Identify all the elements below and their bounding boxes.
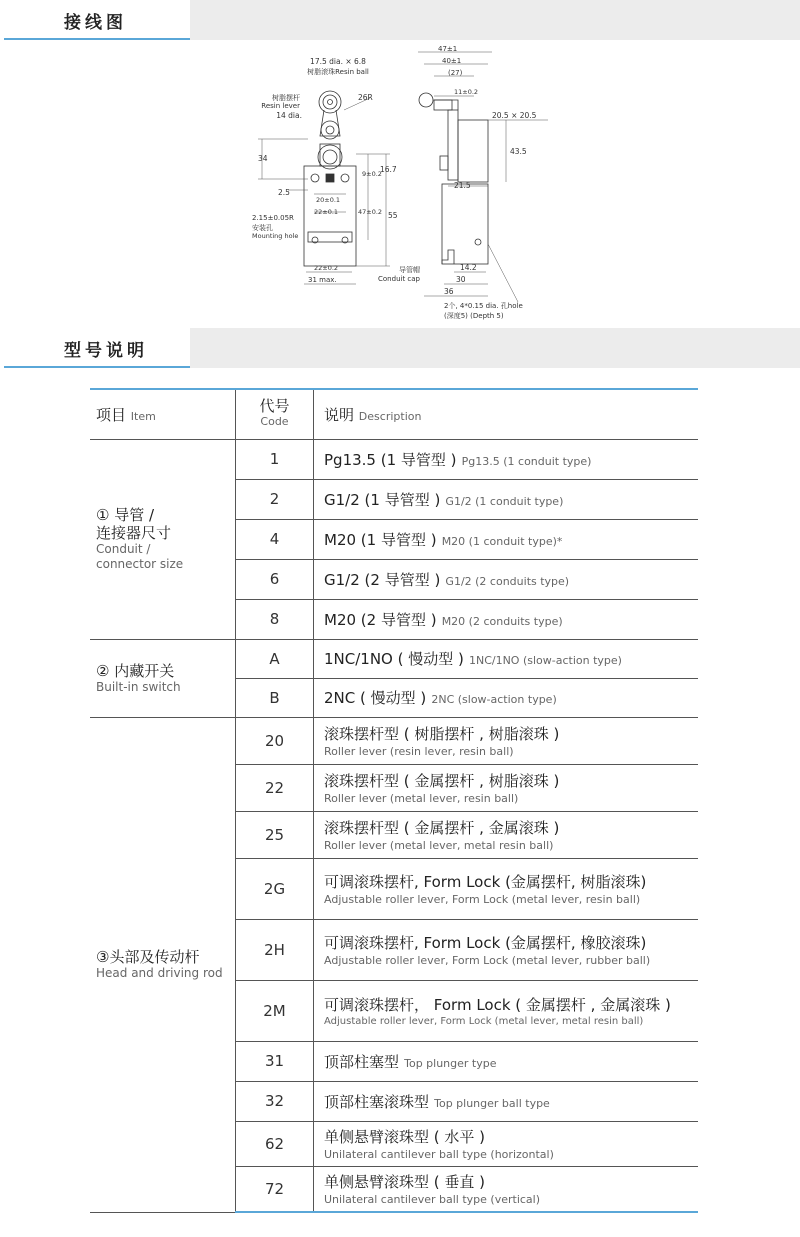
section-header-model [0,328,800,368]
section-title: 型号说明 [64,341,148,361]
table-row [90,639,698,678]
table-row [90,717,698,764]
code-cell: 2M [236,980,314,1041]
code-cell: 62 [236,1121,314,1166]
dim-s30: 30 [456,275,466,284]
dim-47: 47±0.2 [358,208,383,216]
code-cell: A [236,639,314,678]
code-cell: 32 [236,1081,314,1121]
desc-cell: 单侧悬臂滚珠型 ( 水平 ) Unilateral cantilever ball type (horizontal) [314,1121,699,1166]
label-hole-zh: 安装孔 [252,224,273,232]
dim-20: 20±0.1 [316,196,341,204]
dim-s47: 47±1 [438,45,458,53]
dim-s36: 36 [444,287,454,296]
desc-cell: 顶部柱塞滚珠型 Top plunger ball type [314,1081,699,1121]
dim-22-b: 22±0.2 [314,264,339,272]
section-underline [4,366,190,368]
desc-cell: 可调滚珠摆杆, Form Lock (金属摆杆, 橡胶滚珠) Adjustable roller lever, Form Lock (metal lever, rubber ball) [314,919,699,980]
table-row [90,439,698,479]
desc-cell: 顶部柱塞型 Top plunger type [314,1041,699,1081]
section-header-band [190,0,800,40]
code-cell: 4 [236,519,314,559]
desc-cell: M20 (1 导管型 ) M20 (1 conduit type)* [314,519,699,559]
desc-cell: 可调滚珠摆杆， Form Lock ( 金属摆杆 , 金属滚珠 ) Adjustable roller lever, Form Lock (metal lever, metal resin ball) [314,980,699,1041]
label-resin-lever-en: Resin lever [261,102,300,110]
section-header-wiring [0,0,800,40]
header-item: 项目 Item [90,389,236,439]
section-title: 接线图 [64,13,127,33]
label-hole-2: 2个, 4*0.15 dia. 孔hole [444,302,523,310]
code-cell: 31 [236,1041,314,1081]
header-code: 代号 Code [236,389,314,439]
desc-cell: 滚珠摆杆型 ( 金属摆杆 , 金属滚珠 ) Roller lever (metal lever, metal resin ball) [314,811,699,858]
desc-cell: 滚珠摆杆型 ( 金属摆杆 , 树脂滚珠 ) Roller lever (metal lever, resin ball) [314,764,699,811]
desc-cell: 可调滚珠摆杆, Form Lock (金属摆杆, 树脂滚珠) Adjustable roller lever, Form Lock (metal lever, resin ball) [314,858,699,919]
desc-cell: M20 (2 导管型 ) M20 (2 conduits type) [314,599,699,639]
table-header-row [90,389,698,439]
label-conduit-en: Conduit cap [378,275,420,283]
dim-9: 9±0.2 [362,170,382,178]
desc-cell: G1/2 (1 导管型 ) G1/2 (1 conduit type) [314,479,699,519]
code-cell: 2G [236,858,314,919]
code-cell: 72 [236,1166,314,1212]
dim-s11: 11±0.2 [454,88,479,96]
code-cell: 8 [236,599,314,639]
code-cell: 22 [236,764,314,811]
dim-resin-ball: 17.5 dia. × 6.8 [310,57,366,66]
desc-cell: 滚珠摆杆型 ( 树脂摆杆 , 树脂滚珠 ) Roller lever (resin lever, resin ball) [314,717,699,764]
dim-s40: 40±1 [442,57,462,65]
dim-s21-5: 21.5 [454,181,471,190]
dim-14-dia: 14 dia. [276,111,302,120]
label-depth: (深度5) (Depth 5) [444,312,504,320]
desc-cell: 1NC/1NO ( 慢动型 ) 1NC/1NO (slow-action type) [314,639,699,678]
group-head-driving-rod: ③头部及传动杆 Head and driving rod [90,717,236,1212]
label-conduit-zh: 导管帽 [399,266,420,274]
dim-s20-5: 20.5 × 20.5 [492,111,537,120]
dim-31-max: 31 max. [308,276,337,284]
dim-22: 22±0.1 [314,208,339,216]
code-cell: B [236,678,314,717]
dim-55: 55 [388,211,398,220]
section-header-band [190,328,800,368]
dimension-drawing [248,44,548,326]
code-cell: 2 [236,479,314,519]
dim-s27: (27) [448,69,463,77]
label-resin-ball: 树脂滚珠Resin ball [307,68,369,76]
header-description: 说明 Description [314,389,699,439]
model-spec-table [90,388,698,1213]
code-cell: 20 [236,717,314,764]
desc-cell: Pg13.5 (1 导管型 ) Pg13.5 (1 conduit type) [314,439,699,479]
group-conduit-size: ① 导管 / 连接器尺寸 Conduit / connector size [90,439,236,639]
dim-s14-2: 14.2 [460,263,477,272]
dim-hole-r: 2.15±0.05R [252,214,294,222]
group-built-in-switch: ② 内藏开关 Built-in switch [90,639,236,717]
desc-cell: 单侧悬臂滚珠型 ( 垂直 ) Unilateral cantilever ball type (vertical) [314,1166,699,1212]
label-hole-en: Mounting hole [252,232,299,240]
code-cell: 6 [236,559,314,599]
desc-cell: G1/2 (2 导管型 ) G1/2 (2 conduits type) [314,559,699,599]
dim-s43-5: 43.5 [510,147,527,156]
desc-cell: 2NC ( 慢动型 ) 2NC (slow-action type) [314,678,699,717]
code-cell: 2H [236,919,314,980]
dim-34: 34 [258,154,268,163]
label-resin-lever-zh: 树脂摆杆 [272,94,300,102]
code-cell: 1 [236,439,314,479]
dim-26r: 26R [358,93,373,102]
section-underline [4,38,190,40]
code-cell: 25 [236,811,314,858]
dim-16-7: 16.7 [380,165,397,174]
dim-2-5: 2.5 [278,188,290,197]
